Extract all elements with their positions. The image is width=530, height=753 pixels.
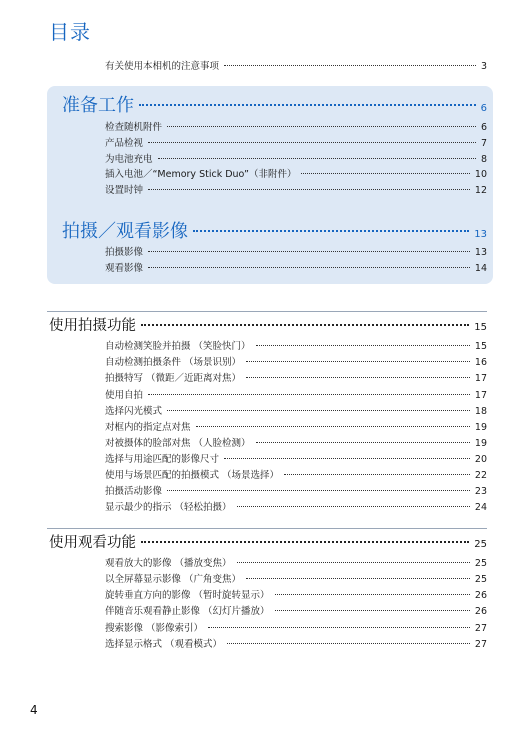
toc-entry-page: 22: [474, 470, 487, 481]
toc-entry-page: 12: [474, 185, 487, 196]
toc-entry[interactable]: [105, 573, 487, 586]
toc-entry-page: 27: [474, 639, 487, 650]
toc-entry-page: 8: [480, 154, 487, 165]
toc-entry[interactable]: [105, 262, 487, 275]
toc-entry-label: 对框内的指定点对焦: [105, 422, 191, 433]
dot-leader: [256, 442, 470, 443]
toc-entry[interactable]: [105, 372, 487, 385]
toc-entry-label: 有关使用本相机的注意事项: [105, 61, 220, 72]
chapter-heading[interactable]: [49, 316, 487, 338]
chapter-page: 15: [474, 322, 487, 333]
toc-entry[interactable]: [105, 638, 487, 651]
dot-leader: [301, 173, 469, 174]
toc-entry-page: 24: [474, 502, 487, 513]
dot-leader: [148, 251, 470, 252]
toc-entry-label: 选择与用途匹配的影像尺寸: [105, 454, 220, 465]
toc-entry[interactable]: [105, 453, 487, 466]
toc-entry-page: 10: [474, 169, 487, 180]
toc-entry[interactable]: [105, 246, 487, 259]
toc-entry-label: 选择闪光模式: [105, 406, 163, 417]
toc-entry-label: 插入电池／“Memory Stick Duo”（非附件）: [105, 169, 297, 180]
dot-leader: [148, 189, 470, 190]
toc-entry-label: 搜索影像 （影像索引）: [105, 623, 204, 634]
section-title: 准备工作: [62, 95, 134, 116]
toc-entry-label: 自动检测拍摄条件 （场景识别）: [105, 357, 242, 368]
toc-entry-page: 26: [474, 590, 487, 601]
toc-entry-page: 27: [474, 623, 487, 634]
toc-entry-page: 3: [480, 61, 487, 72]
toc-entry-intro[interactable]: [105, 60, 487, 73]
toc-entry[interactable]: [105, 153, 487, 166]
dot-leader: [208, 627, 470, 628]
section-heading[interactable]: [62, 220, 487, 247]
toc-entry-page: 18: [474, 406, 487, 417]
section-page: 6: [480, 103, 487, 114]
toc-entry[interactable]: [105, 168, 487, 181]
chapter-title: 使用拍摄功能: [49, 318, 136, 334]
toc-entry[interactable]: [105, 469, 487, 482]
toc-entry-page: 25: [474, 574, 487, 585]
dot-leader: [148, 142, 476, 143]
dot-leader: [224, 65, 476, 66]
page-title: 目录: [49, 20, 91, 44]
toc-entry-page: 19: [474, 422, 487, 433]
toc-entry-label: 拍摄特写 （微距／近距离对焦）: [105, 373, 242, 384]
toc-entry-label: 拍摄影像: [105, 247, 144, 258]
toc-entry[interactable]: [105, 421, 487, 434]
dot-leader: [148, 394, 470, 395]
chapter-page: 25: [474, 539, 487, 550]
dot-leader: [193, 230, 469, 232]
dot-leader: [139, 104, 476, 106]
toc-entry[interactable]: [105, 121, 487, 134]
toc-entry[interactable]: [105, 137, 487, 150]
dot-leader: [246, 361, 470, 362]
dot-leader: [224, 458, 470, 459]
dot-leader: [158, 158, 476, 159]
toc-entry-page: 16: [474, 357, 487, 368]
toc-entry-label: 检查随机附件: [105, 122, 163, 133]
toc-entry-label: 观看影像: [105, 263, 144, 274]
toc-entry-page: 26: [474, 606, 487, 617]
toc-entry[interactable]: [105, 605, 487, 618]
toc-entry[interactable]: [105, 405, 487, 418]
toc-entry-label: 观看放大的影像 （播放变焦）: [105, 558, 232, 569]
toc-entry-label: 产品检视: [105, 138, 144, 149]
dot-leader: [237, 562, 470, 563]
toc-entry[interactable]: [105, 340, 487, 353]
toc-entry-page: 19: [474, 438, 487, 449]
dot-leader: [284, 474, 470, 475]
toc-entry[interactable]: [105, 589, 487, 602]
toc-entry-label: 使用与场景匹配的拍摄模式 （场景选择）: [105, 470, 280, 481]
toc-entry-page: 14: [474, 263, 487, 274]
dot-leader: [167, 126, 476, 127]
toc-entry-label: 使用自拍: [105, 390, 144, 401]
dot-leader: [167, 410, 470, 411]
dot-leader: [196, 426, 470, 427]
toc-entry-page: 7: [480, 138, 487, 149]
toc-entry-page: 25: [474, 558, 487, 569]
toc-entry-label: 对被摄体的脸部对焦 （人脸检测）: [105, 438, 251, 449]
dot-leader: [227, 643, 470, 644]
dot-leader: [141, 541, 469, 543]
chapter-divider: [47, 311, 487, 312]
toc-entry-label: 伴随音乐观看静止影像 （幻灯片播放）: [105, 606, 270, 617]
toc-entry[interactable]: [105, 501, 487, 514]
toc-entry-label: 设置时钟: [105, 185, 144, 196]
toc-entry-label: 拍摄活动影像: [105, 486, 163, 497]
toc-entry[interactable]: [105, 485, 487, 498]
toc-entry[interactable]: [105, 437, 487, 450]
toc-entry-page: 17: [474, 390, 487, 401]
toc-entry[interactable]: [105, 389, 487, 402]
dot-leader: [246, 377, 470, 378]
section-page: 13: [474, 229, 487, 240]
chapter-divider: [47, 528, 487, 529]
dot-leader: [141, 324, 469, 326]
toc-entry-page: 6: [480, 122, 487, 133]
toc-entry-label: 自动检测笑脸并拍摄 （笑脸快门）: [105, 341, 251, 352]
toc-entry[interactable]: [105, 356, 487, 369]
toc-entry-label: 显示最少的指示 （轻松拍摄）: [105, 502, 232, 513]
toc-entry-page: 17: [474, 373, 487, 384]
toc-entry-label: 以全屏幕显示影像 （广角变焦）: [105, 574, 242, 585]
toc-entry-page: 20: [474, 454, 487, 465]
page-number: 4: [30, 703, 38, 717]
dot-leader: [275, 594, 470, 595]
chapter-heading[interactable]: [49, 533, 487, 555]
toc-entry-page: 15: [474, 341, 487, 352]
dot-leader: [246, 578, 470, 579]
dot-leader: [167, 490, 470, 491]
section-title: 拍摄／观看影像: [62, 221, 188, 242]
dot-leader: [237, 506, 470, 507]
toc-entry-page: 23: [474, 486, 487, 497]
dot-leader: [148, 267, 470, 268]
toc-entry[interactable]: [105, 557, 487, 570]
dot-leader: [256, 345, 470, 346]
toc-entry-label: 为电池充电: [105, 154, 153, 165]
toc-entry-label: 选择显示格式 （观看模式）: [105, 639, 223, 650]
toc-entry-page: 13: [474, 247, 487, 258]
dot-leader: [275, 610, 470, 611]
toc-entry[interactable]: [105, 622, 487, 635]
toc-entry[interactable]: [105, 184, 487, 197]
chapter-title: 使用观看功能: [49, 535, 136, 551]
section-heading[interactable]: [62, 94, 487, 121]
toc-entry-label: 旋转垂直方向的影像 （暂时旋转显示）: [105, 590, 270, 601]
